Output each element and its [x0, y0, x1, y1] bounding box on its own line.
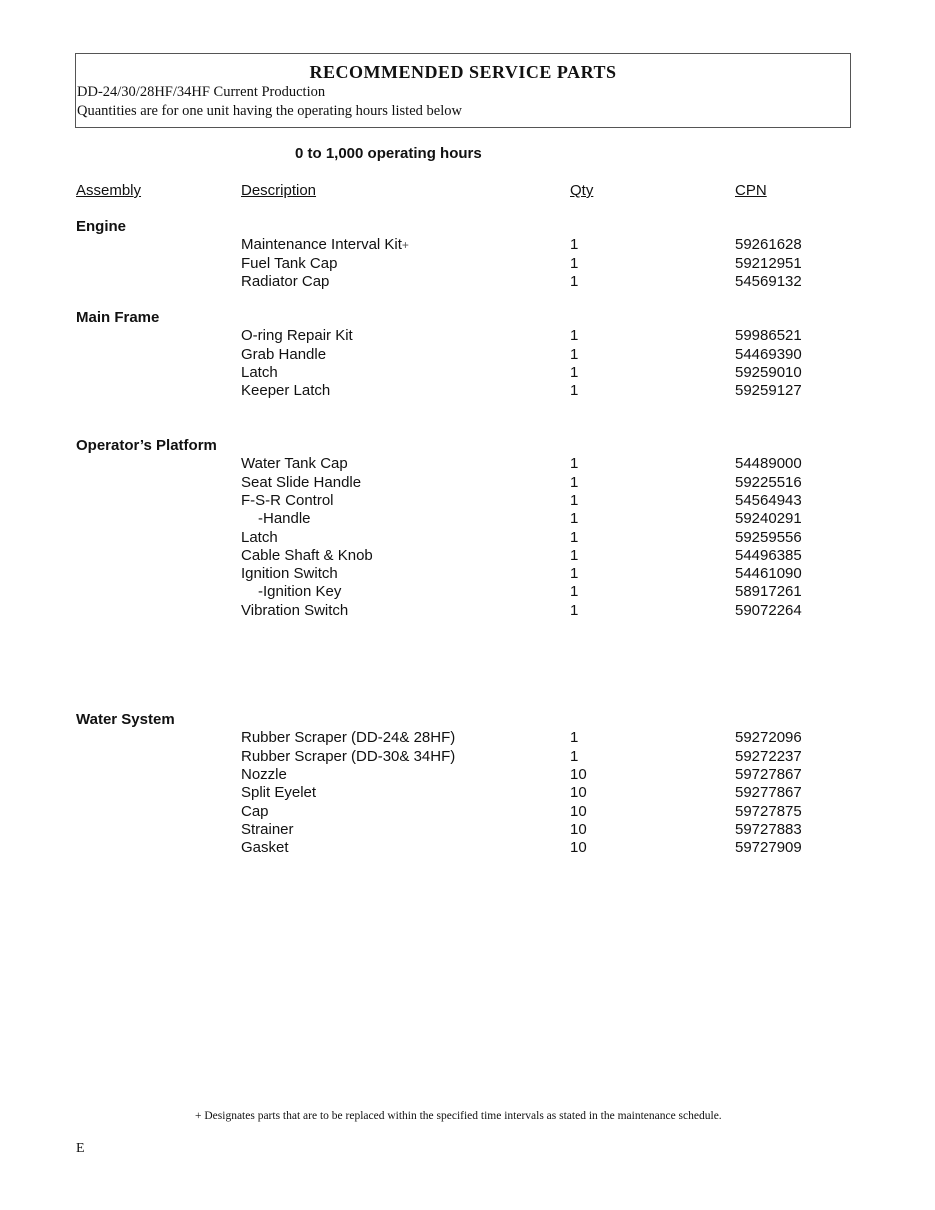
part-description [241, 766, 287, 783]
part-qty: 1 [570, 254, 579, 272]
part-description-text: Radiator Cap [241, 272, 330, 290]
part-description-text: Water Tank Cap [241, 455, 348, 473]
part-qty: 1 [570, 272, 579, 290]
part-description [241, 784, 316, 801]
part-cpn: 59277867 [735, 784, 802, 802]
table-row [0, 729, 935, 747]
table-row [0, 236, 935, 254]
part-cpn: 59272237 [735, 747, 802, 765]
part-description-text: Vibration Switch [241, 601, 349, 619]
header-box [75, 53, 851, 128]
part-cpn: 59072264 [735, 601, 802, 619]
part-cpn: 59259556 [735, 528, 802, 546]
part-qty: 1 [570, 510, 579, 528]
part-qty: 1 [570, 327, 579, 345]
part-description [241, 236, 409, 253]
column-header-qty: Qty [570, 182, 594, 199]
part-cpn: 54461090 [735, 565, 802, 583]
column-header-assembly: Assembly [76, 182, 142, 199]
part-description [241, 748, 455, 765]
part-description-text: Cable Shaft & Knob [241, 546, 373, 564]
part-cpn: 54496385 [735, 546, 802, 564]
operating-hours-subtitle: 0 to 1,000 operating hours [295, 145, 482, 162]
part-cpn: 54469390 [735, 345, 802, 363]
part-cpn: 54564943 [735, 491, 802, 509]
page-letter: E [76, 1141, 85, 1156]
part-description-text: Strainer [241, 820, 294, 838]
part-description [241, 602, 348, 619]
part-description-text: F-S-R Control [241, 491, 334, 509]
part-qty: 1 [570, 363, 579, 381]
part-description-text: Ignition Switch [241, 565, 338, 583]
part-description [241, 382, 330, 399]
part-qty: 10 [570, 765, 587, 783]
table-row [0, 273, 935, 291]
part-description-text: Maintenance Interval Kit [241, 236, 402, 254]
part-description [241, 803, 269, 820]
table-row [0, 510, 935, 528]
part-qty: 1 [570, 473, 579, 491]
part-qty: 1 [570, 491, 579, 509]
part-description-text: Rubber Scraper (DD-24& 28HF) [241, 729, 456, 747]
part-cpn: 54569132 [735, 272, 802, 290]
part-cpn: 59225516 [735, 473, 802, 491]
part-cpn: 59986521 [735, 327, 802, 345]
part-description-text: Split Eyelet [241, 784, 317, 802]
table-row [0, 364, 935, 382]
part-cpn: 59727909 [735, 839, 802, 857]
part-qty: 1 [570, 601, 579, 619]
part-description [241, 529, 278, 546]
table-row [0, 839, 935, 857]
table-row [0, 583, 935, 601]
part-description-text: Seat Slide Handle [241, 473, 362, 491]
part-description [241, 273, 329, 290]
part-description-text: Nozzle [241, 765, 287, 783]
part-cpn: 54489000 [735, 455, 802, 473]
part-description [241, 492, 334, 509]
part-description-text: Latch [241, 363, 278, 381]
part-description [241, 455, 348, 472]
part-description-text: Latch [241, 528, 278, 546]
part-cpn: 59727875 [735, 802, 802, 820]
quantities-note: Quantities are for one unit having the operating hours listed below [77, 103, 462, 119]
part-cpn: 59727883 [735, 820, 802, 838]
part-cpn: 59212951 [735, 254, 802, 272]
table-row [0, 474, 935, 492]
table-row [0, 748, 935, 766]
part-qty: 1 [570, 528, 579, 546]
part-cpn: 59240291 [735, 510, 802, 528]
part-description [241, 327, 353, 344]
part-description-text: -Handle [258, 510, 311, 528]
part-description [241, 839, 289, 856]
table-row [0, 455, 935, 473]
page-title: RECOMMENDED SERVICE PARTS [309, 62, 617, 82]
part-cpn: 59272096 [735, 729, 802, 747]
table-row [0, 529, 935, 547]
part-qty: 10 [570, 839, 587, 857]
part-description [241, 474, 361, 491]
part-description-text: Keeper Latch [241, 382, 331, 400]
table-row [0, 547, 935, 565]
part-cpn: 59259127 [735, 382, 802, 400]
section-heading: Engine [76, 218, 127, 235]
table-row [0, 602, 935, 620]
table-row [0, 565, 935, 583]
part-cpn: 59261628 [735, 236, 802, 254]
part-qty: 1 [570, 236, 579, 254]
table-row [0, 766, 935, 784]
part-description [241, 821, 294, 838]
part-description-text: Gasket [241, 839, 289, 857]
table-row [0, 327, 935, 345]
table-row [0, 784, 935, 802]
table-row [0, 346, 935, 364]
table-row [0, 821, 935, 839]
table-row [0, 255, 935, 273]
part-description [241, 255, 337, 272]
part-description-text: Grab Handle [241, 345, 327, 363]
model-line: DD-24/30/28HF/34HF Current Production [77, 84, 326, 100]
part-qty: 1 [570, 455, 579, 473]
part-qty: 10 [570, 820, 587, 838]
part-description [241, 565, 338, 582]
part-description-text: -Ignition Key [258, 583, 342, 601]
part-cpn: 58917261 [735, 583, 802, 601]
part-description [258, 510, 311, 527]
section-heading: Operator’s Platform [76, 437, 217, 454]
part-description-text: Cap [241, 802, 269, 820]
section-heading: Main Frame [76, 309, 160, 326]
replacement-marker: + [401, 238, 409, 253]
part-qty: 1 [570, 729, 579, 747]
table-row [0, 382, 935, 400]
part-qty: 10 [570, 802, 587, 820]
part-description-text: O-ring Repair Kit [241, 327, 353, 345]
part-qty: 1 [570, 565, 579, 583]
part-description [241, 364, 278, 381]
table-row [0, 492, 935, 510]
part-cpn: 59727867 [735, 765, 802, 783]
column-header-cpn: CPN [735, 182, 767, 199]
table-row [0, 803, 935, 821]
part-description [258, 583, 341, 600]
footnote: + Designates parts that are to be replaced within the specified time intervals as stated in the maintenance schedule. [195, 1110, 722, 1122]
part-qty: 1 [570, 382, 579, 400]
part-qty: 1 [570, 583, 579, 601]
part-qty: 1 [570, 345, 579, 363]
part-description [241, 729, 455, 746]
part-qty: 1 [570, 546, 579, 564]
part-cpn: 59259010 [735, 363, 802, 381]
part-description [241, 547, 373, 564]
part-qty: 10 [570, 784, 587, 802]
column-header-description: Description [241, 182, 317, 199]
part-description-text: Rubber Scraper (DD-30& 34HF) [241, 747, 456, 765]
part-qty: 1 [570, 747, 579, 765]
part-description [241, 346, 326, 363]
section-heading: Water System [76, 711, 175, 728]
part-description-text: Fuel Tank Cap [241, 254, 338, 272]
